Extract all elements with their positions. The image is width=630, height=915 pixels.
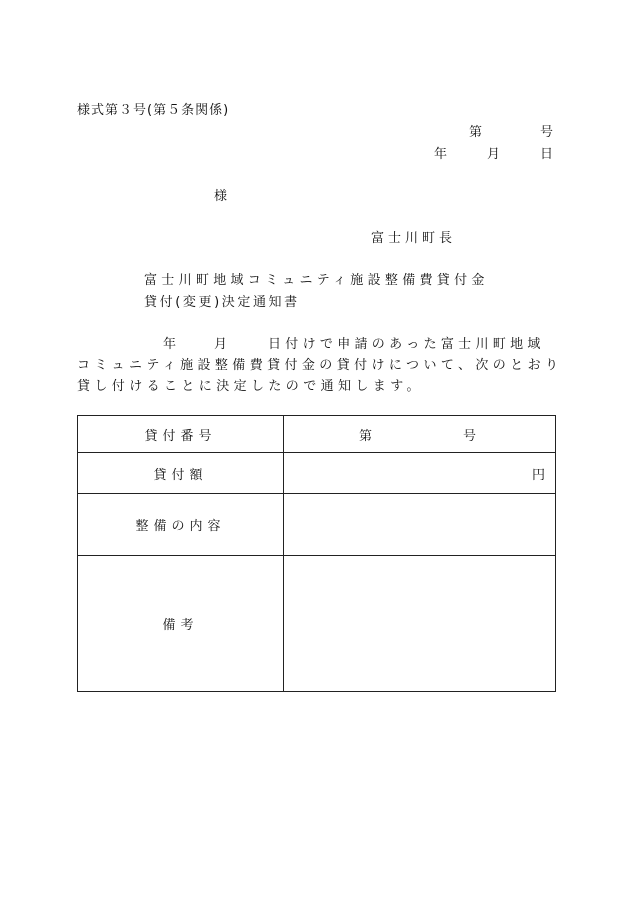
loan-details-table <box>77 415 556 692</box>
document-title-line2: 貸付(変更)決定通知書 <box>144 295 300 310</box>
document-title-line1: 富士川町地域コミュニティ施設整備費貸付金 <box>144 273 489 288</box>
loan-amount-label: 貸付額 <box>78 453 284 494</box>
loan-number-value <box>284 416 556 453</box>
date-day-label: 日 <box>540 147 554 162</box>
body-text-line1: 日付けで申請のあった富士川町地域 <box>268 337 545 352</box>
maintenance-content-label: 整備の内容 <box>78 494 284 556</box>
remarks-value <box>284 556 556 692</box>
loan-number-label: 貸付番号 <box>78 416 284 453</box>
table-row <box>78 416 556 453</box>
loan-amount-unit: 円 <box>531 467 545 483</box>
body-text-line3: 貸し付けることに決定したので通知します。 <box>77 379 424 394</box>
table-row <box>78 453 556 494</box>
document-number-prefix: 第 <box>469 125 483 140</box>
loan-amount-value <box>284 453 556 494</box>
table-row <box>78 556 556 692</box>
loan-number-suffix: 号 <box>462 428 476 444</box>
addressee-honorific: 様 <box>214 189 228 204</box>
date-year-label: 年 <box>434 147 448 162</box>
remarks-label: 備考 <box>78 556 284 692</box>
body-month-label: 月 <box>214 337 228 352</box>
date-month-label: 月 <box>487 147 501 162</box>
document-number-suffix: 号 <box>540 125 554 140</box>
table-row <box>78 494 556 556</box>
maintenance-content-value <box>284 494 556 556</box>
form-number-label: 様式第３号(第５条関係) <box>77 103 230 118</box>
body-text-line2: コミュニティ施設整備費貸付金の貸付けについて、次のとおり <box>77 358 563 373</box>
loan-number-prefix: 第 <box>359 428 373 444</box>
body-year-label: 年 <box>163 337 177 352</box>
issuer-name: 富士川町長 <box>371 231 457 246</box>
